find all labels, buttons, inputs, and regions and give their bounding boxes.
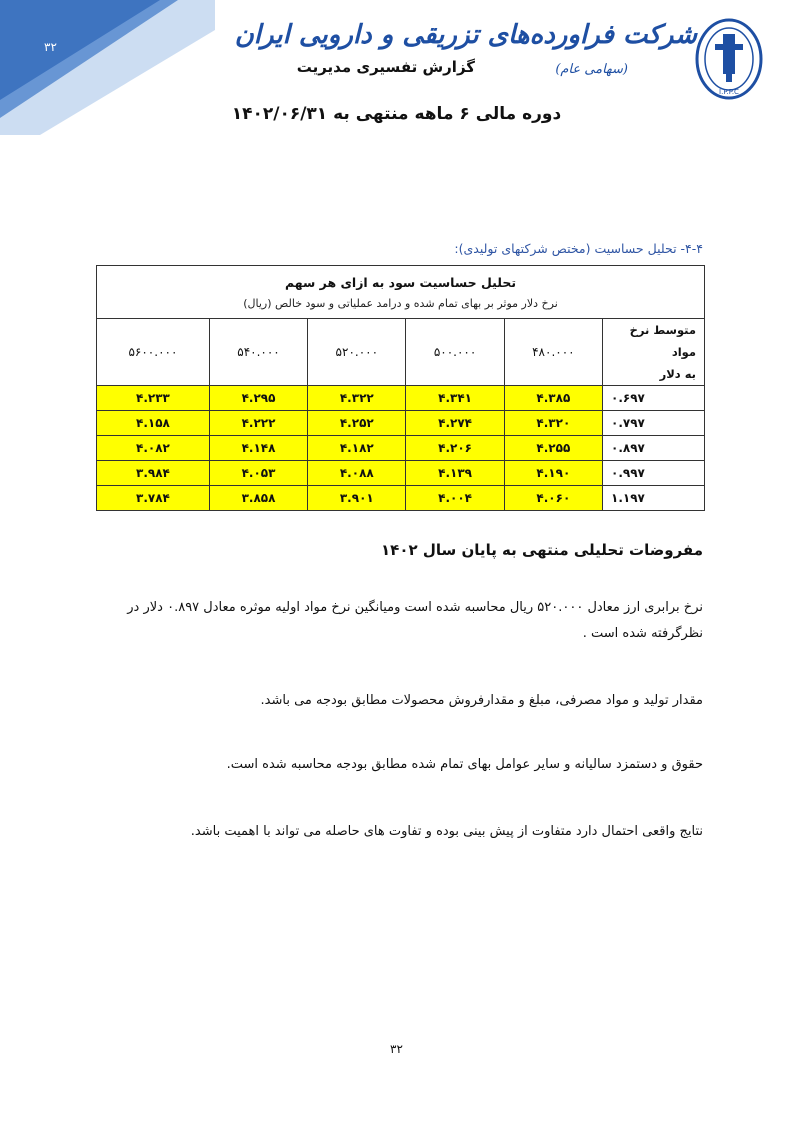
value-cell: ۴.۰۰۴ [406,486,504,511]
table-subtitle: نرخ دلار موثر بر بهای تمام شده و درامد عملیاتی و سود خالص (ریال) [243,296,558,310]
value-cell: ۴.۲۹۵ [209,386,307,411]
table-row [97,436,705,461]
value-cell: ۴.۳۴۱ [406,386,504,411]
value-cell: ۴.۱۴۸ [209,436,307,461]
page-number-top: ۳۲ [44,40,57,54]
value-cell: ۴.۲۲۲ [209,411,307,436]
company-name: شرکت فراورده‌های تزریقی و دارویی ایران [234,20,697,50]
table-row [97,411,705,436]
column-header: ۵۶۰۰.۰۰۰ [97,319,210,386]
value-cell: ۴.۰۶۰ [504,486,602,511]
section-heading: ۴-۴- تحلیل حساسیت (مختص شرکتهای تولیدی): [454,241,703,256]
value-cell: ۳.۹۸۴ [97,461,210,486]
assumption-paragraph: نتایج واقعی احتمال دارد متفاوت از پیش بینی بوده و تفاوت های حاصله می تواند با اهمیت باشد. [190,824,703,839]
value-cell: ۴.۱۹۰ [504,461,602,486]
value-cell: ۴.۲۳۳ [97,386,210,411]
value-cell: ۴.۳۲۰ [504,411,602,436]
company-logo-icon [695,18,763,100]
value-cell: ۴.۳۸۵ [504,386,602,411]
value-cell: ۴.۲۷۴ [406,411,504,436]
rate-cell: ۰.۷۹۷ [603,411,705,436]
column-header: ۵۲۰.۰۰۰ [308,319,406,386]
company-subtitle: (سهامی عام) [555,62,628,77]
column-header: ۵۰۰.۰۰۰ [406,319,504,386]
table-header-row [97,319,705,386]
table-caption-row [97,266,705,319]
value-cell: ۳.۷۸۴ [97,486,210,511]
value-cell: ۴.۲۰۶ [406,436,504,461]
column-header: ۵۴۰.۰۰۰ [209,319,307,386]
assumption-paragraph: مقدار تولید و مواد مصرفی، مبلغ و مقدارفروش محصولات مطابق بودجه می باشد. [260,693,703,708]
value-cell: ۴.۰۸۸ [308,461,406,486]
value-cell: ۳.۸۵۸ [209,486,307,511]
rate-column-header: متوسط نرخ مواد به دلار [603,319,705,386]
value-cell: ۴.۰۸۲ [97,436,210,461]
table-title: تحلیل حساسیت سود به ازای هر سهم [284,274,517,290]
period-title: دوره مالی ۶ ماهه منتهی به ۱۴۰۲/۰۶/۳۱ [231,104,562,124]
value-cell: ۴.۳۲۲ [308,386,406,411]
rate-cell: ۱.۱۹۷ [603,486,705,511]
logo-letters: I.P.P.C [719,88,739,96]
value-cell: ۴.۱۵۸ [97,411,210,436]
page-number-bottom: ۳۲ [390,1042,403,1056]
table-row [97,486,705,511]
rate-cell: ۰.۸۹۷ [603,436,705,461]
value-cell: ۴.۰۵۳ [209,461,307,486]
assumption-paragraph: نرخ برابری ارز معادل ۵۲۰.۰۰۰ ریال محاسبه شده است ومیانگین نرخ مواد اولیه موثره معادل ۰.۸۹۷ دلار در نظرگرفته شده است . [127,600,703,641]
rate-cell: ۰.۹۹۷ [603,461,705,486]
column-header: ۴۸۰.۰۰۰ [504,319,602,386]
value-cell: ۴.۲۵۵ [504,436,602,461]
sensitivity-table [96,265,705,511]
table-row [97,386,705,411]
table-row [97,461,705,486]
value-cell: ۳.۹۰۱ [308,486,406,511]
rate-cell: ۰.۶۹۷ [603,386,705,411]
assumption-paragraph: حقوق و دستمزد سالیانه و سایر عوامل بهای تمام شده مطابق بودجه محاسبه شده است. [226,757,703,772]
value-cell: ۴.۲۵۲ [308,411,406,436]
value-cell: ۴.۱۳۹ [406,461,504,486]
report-title: گزارش تفسیری مدیریت [296,58,475,76]
assumptions-title: مفروضات تحلیلی منتهی به پایان سال ۱۴۰۲ [381,541,703,559]
value-cell: ۴.۱۸۲ [308,436,406,461]
